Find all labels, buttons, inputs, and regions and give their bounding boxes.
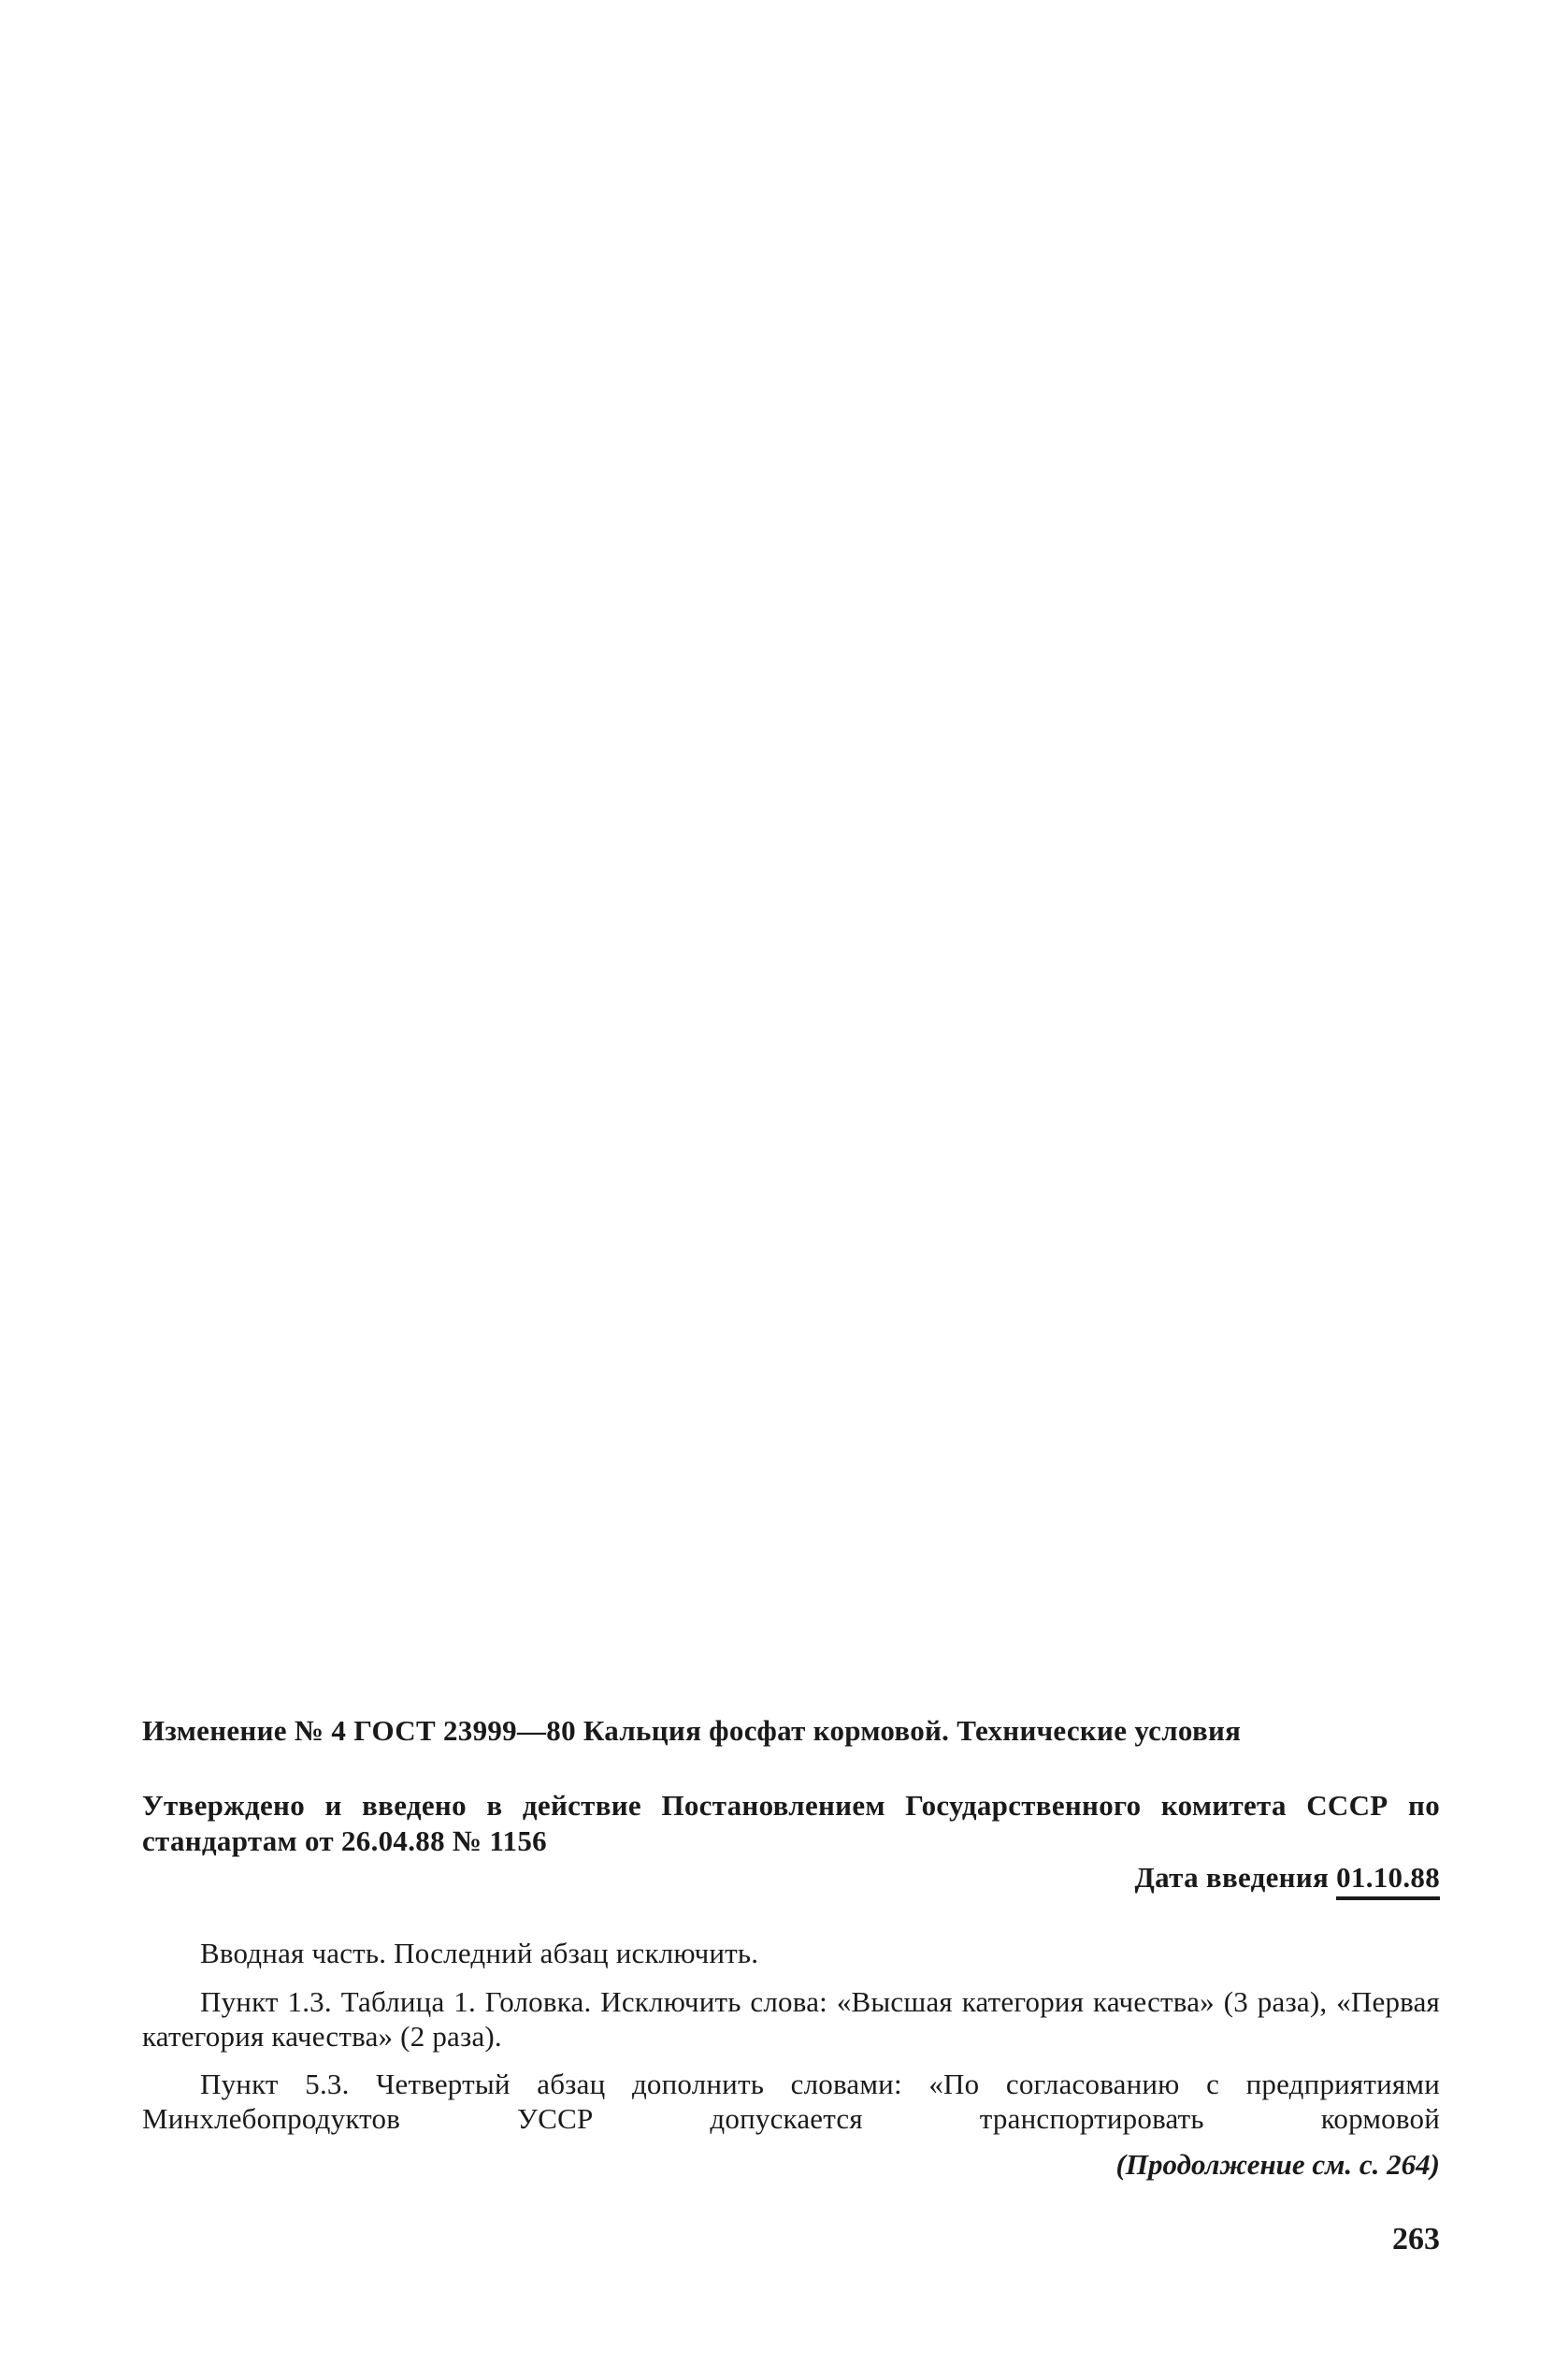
effective-date-label: Дата введения <box>1134 1861 1330 1894</box>
paragraph-clause-5-3: Пункт 5.3. Четвертый абзац дополнить словами: «По согласованию с предприятиями Минхлебопродуктов УССР допускается транспортировать кормовой <box>142 2068 1440 2135</box>
page-number: 263 <box>1392 2222 1440 2256</box>
paragraph-introduction: Вводная часть. Последний абзац исключить. <box>200 1937 759 1969</box>
continued-note: (Продолжение см. с. 264) <box>1115 2148 1440 2181</box>
effective-date-line <box>1135 1861 1440 1895</box>
paragraph-clause-1-3: Пункт 1.3. Таблица 1. Головка. Исключить слова: «Высшая категория качества» (3 раза), «Первая категория качества» (2 раза). <box>142 1985 1440 2053</box>
effective-date-value: 01.10.88 <box>1336 1861 1440 1900</box>
amendment-title: Изменение № 4 ГОСТ 23999—80 Кальция фосфат кормовой. Технические условия <box>142 1714 1242 1747</box>
approval-statement: Утверждено и введено в действие Постановлением Государственного комитета СССР по стандартам от 26.04.88 № 1156 <box>142 1789 1440 1857</box>
